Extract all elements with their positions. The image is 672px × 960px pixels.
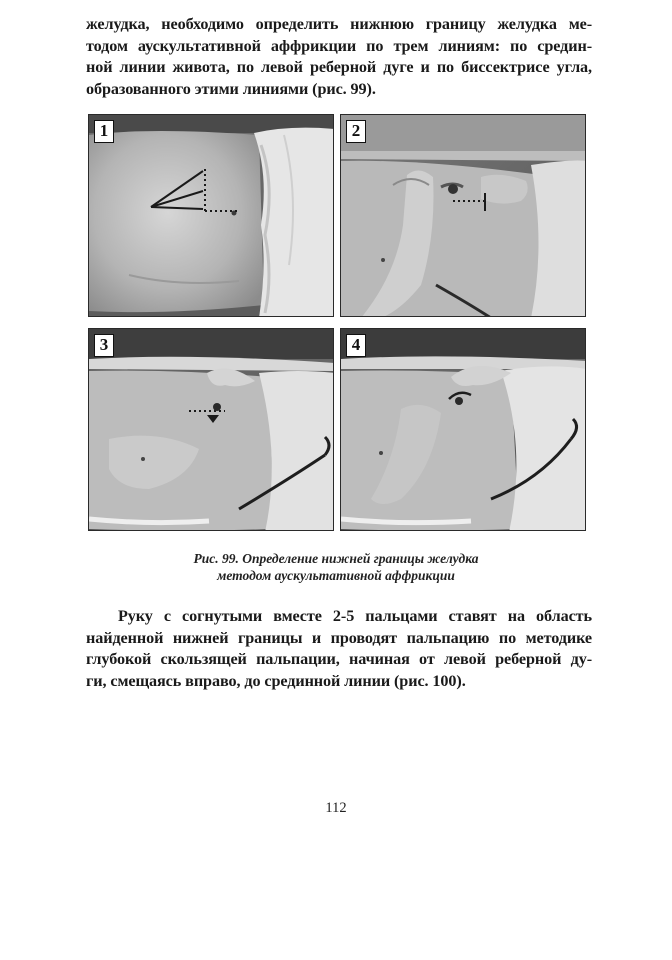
abdomen-photo-2	[341, 115, 586, 317]
bottom-paragraph	[86, 606, 592, 692]
panel-number-4: 4	[346, 334, 366, 357]
figure-caption	[0, 550, 672, 584]
text-line: образованного этими линиями (рис. 99).	[86, 79, 376, 98]
panel-number-3: 3	[94, 334, 114, 357]
text-line: глубокой скользящей пальпации, начиная от левой реберной ду-	[86, 650, 592, 668]
panel-number-1: 1	[94, 120, 114, 143]
abdomen-photo-3	[89, 329, 334, 531]
panel-number-2: 2	[346, 120, 366, 143]
abdomen-photo-4	[341, 329, 586, 531]
abdomen-photo-1	[89, 115, 334, 317]
photo-panel-1	[88, 114, 334, 317]
text-line: найденной нижней границы и проводят пальпацию по методике	[86, 628, 592, 647]
photo-panel-2	[340, 114, 586, 317]
page-number: 112	[325, 800, 347, 816]
photo-panel-3	[88, 328, 334, 531]
text-line: Руку с согнутыми вместе 2-5 пальцами ставят на область	[118, 607, 592, 625]
text-line: желудка, необходимо определить нижнюю границу желудка ме-	[86, 15, 592, 33]
caption-line-1: Рис. 99. Определение нижней границы желудка	[193, 551, 479, 566]
caption-line-2: методом аускультативной аффрикции	[217, 568, 455, 583]
text-line: ной линии живота, по левой реберной дуге и по биссектрисе угла,	[86, 58, 592, 76]
text-line: тодом аускультативной аффрикции по трем линиям: по средин-	[86, 36, 592, 55]
photo-panel-4	[340, 328, 586, 531]
text-line: ги, смещаясь вправо, до срединной линии (рис. 100).	[86, 671, 466, 690]
top-paragraph	[86, 14, 592, 100]
figure-99	[88, 114, 588, 532]
